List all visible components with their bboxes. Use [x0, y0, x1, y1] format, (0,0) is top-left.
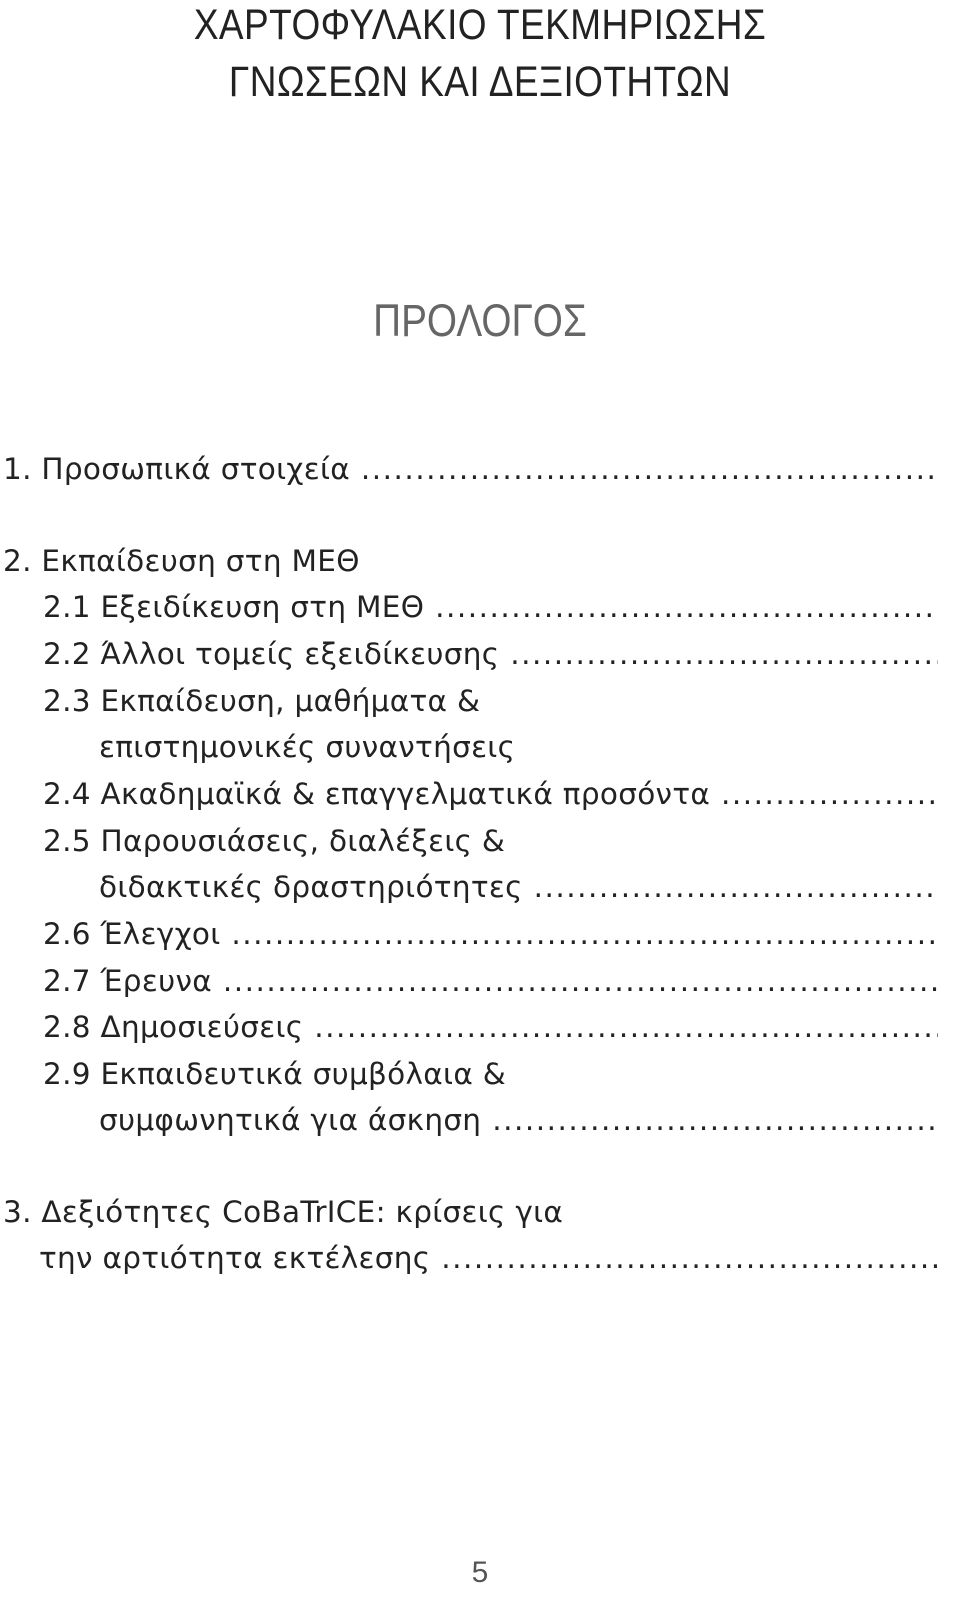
toc-item-label: 2.6 Έλεγχοι: [43, 917, 221, 951]
document-title-line-1: ΧΑΡΤΟΦΥΛΑΚΙΟ ΤΕΚΜΗΡΙΩΣΗΣ: [193, 1, 767, 49]
document-title-line-2: ΓΝΩΣΕΩΝ ΚΑΙ ΔΕΞΙΟΤΗΤΩΝ: [228, 58, 732, 106]
toc-item-3-line-1: [3, 1193, 938, 1233]
toc-item-label: την αρτιότητα εκτέλεσης: [39, 1241, 431, 1275]
toc-item-label: 2.9 Εκπαιδευτικά συμβόλαια &: [43, 1057, 507, 1091]
toc-item-2-3-line-2: [99, 728, 938, 768]
toc-item-label: 2.2 Άλλοι τομείς εξειδίκευσης: [43, 637, 500, 671]
toc-item-2-9-line-1: [43, 1055, 938, 1095]
toc-item-label: 3. Δεξιότητες CoBaTrICE: κρίσεις για: [3, 1195, 564, 1229]
section-title: ΠΡΟΛΟΓΟΣ: [373, 295, 587, 346]
toc-item-label: 2.4 Ακαδημαϊκά & επαγγελματικά προσόντα: [43, 777, 711, 811]
toc-item-3-line-2: [39, 1239, 938, 1279]
toc-item-label: συμφωνητικά για άσκηση: [99, 1103, 482, 1137]
toc-item-label: 2.8 Δημοσιεύσεις: [43, 1010, 304, 1044]
toc-item-2-7: [43, 962, 938, 1002]
toc-item-2: [3, 542, 938, 582]
toc-item-label: επιστημονικές συναντήσεις: [99, 730, 516, 764]
toc-item-2-3-line-1: [43, 682, 938, 722]
toc-item-1: [3, 450, 938, 490]
toc-item-label: 2. Εκπαίδευση στη ΜΕΘ: [3, 544, 360, 578]
toc-item-2-8: [43, 1008, 938, 1048]
toc-item-label: 2.3 Εκπαίδευση, μαθήματα &: [43, 684, 481, 718]
toc-item-2-5-line-1: [43, 822, 938, 862]
toc-item-2-1: [43, 588, 938, 628]
toc-item-2-5-line-2: [99, 868, 938, 908]
toc-item-label: διδακτικές δραστηριότητες: [99, 870, 523, 904]
page-number: 5: [471, 1556, 489, 1589]
toc-item-label: 1. Προσωπικά στοιχεία: [3, 452, 351, 486]
toc-item-2-6: [43, 915, 938, 955]
toc-item-label: 2.1 Εξειδίκευση στη ΜΕΘ: [43, 590, 425, 624]
toc-item-label: 2.5 Παρουσιάσεις, διαλέξεις &: [43, 824, 506, 858]
toc-item-2-9-line-2: [99, 1101, 938, 1141]
toc-item-2-4: [43, 775, 938, 815]
toc-item-label: 2.7 Έρευνα: [43, 964, 212, 998]
toc-item-2-2: [43, 635, 938, 675]
